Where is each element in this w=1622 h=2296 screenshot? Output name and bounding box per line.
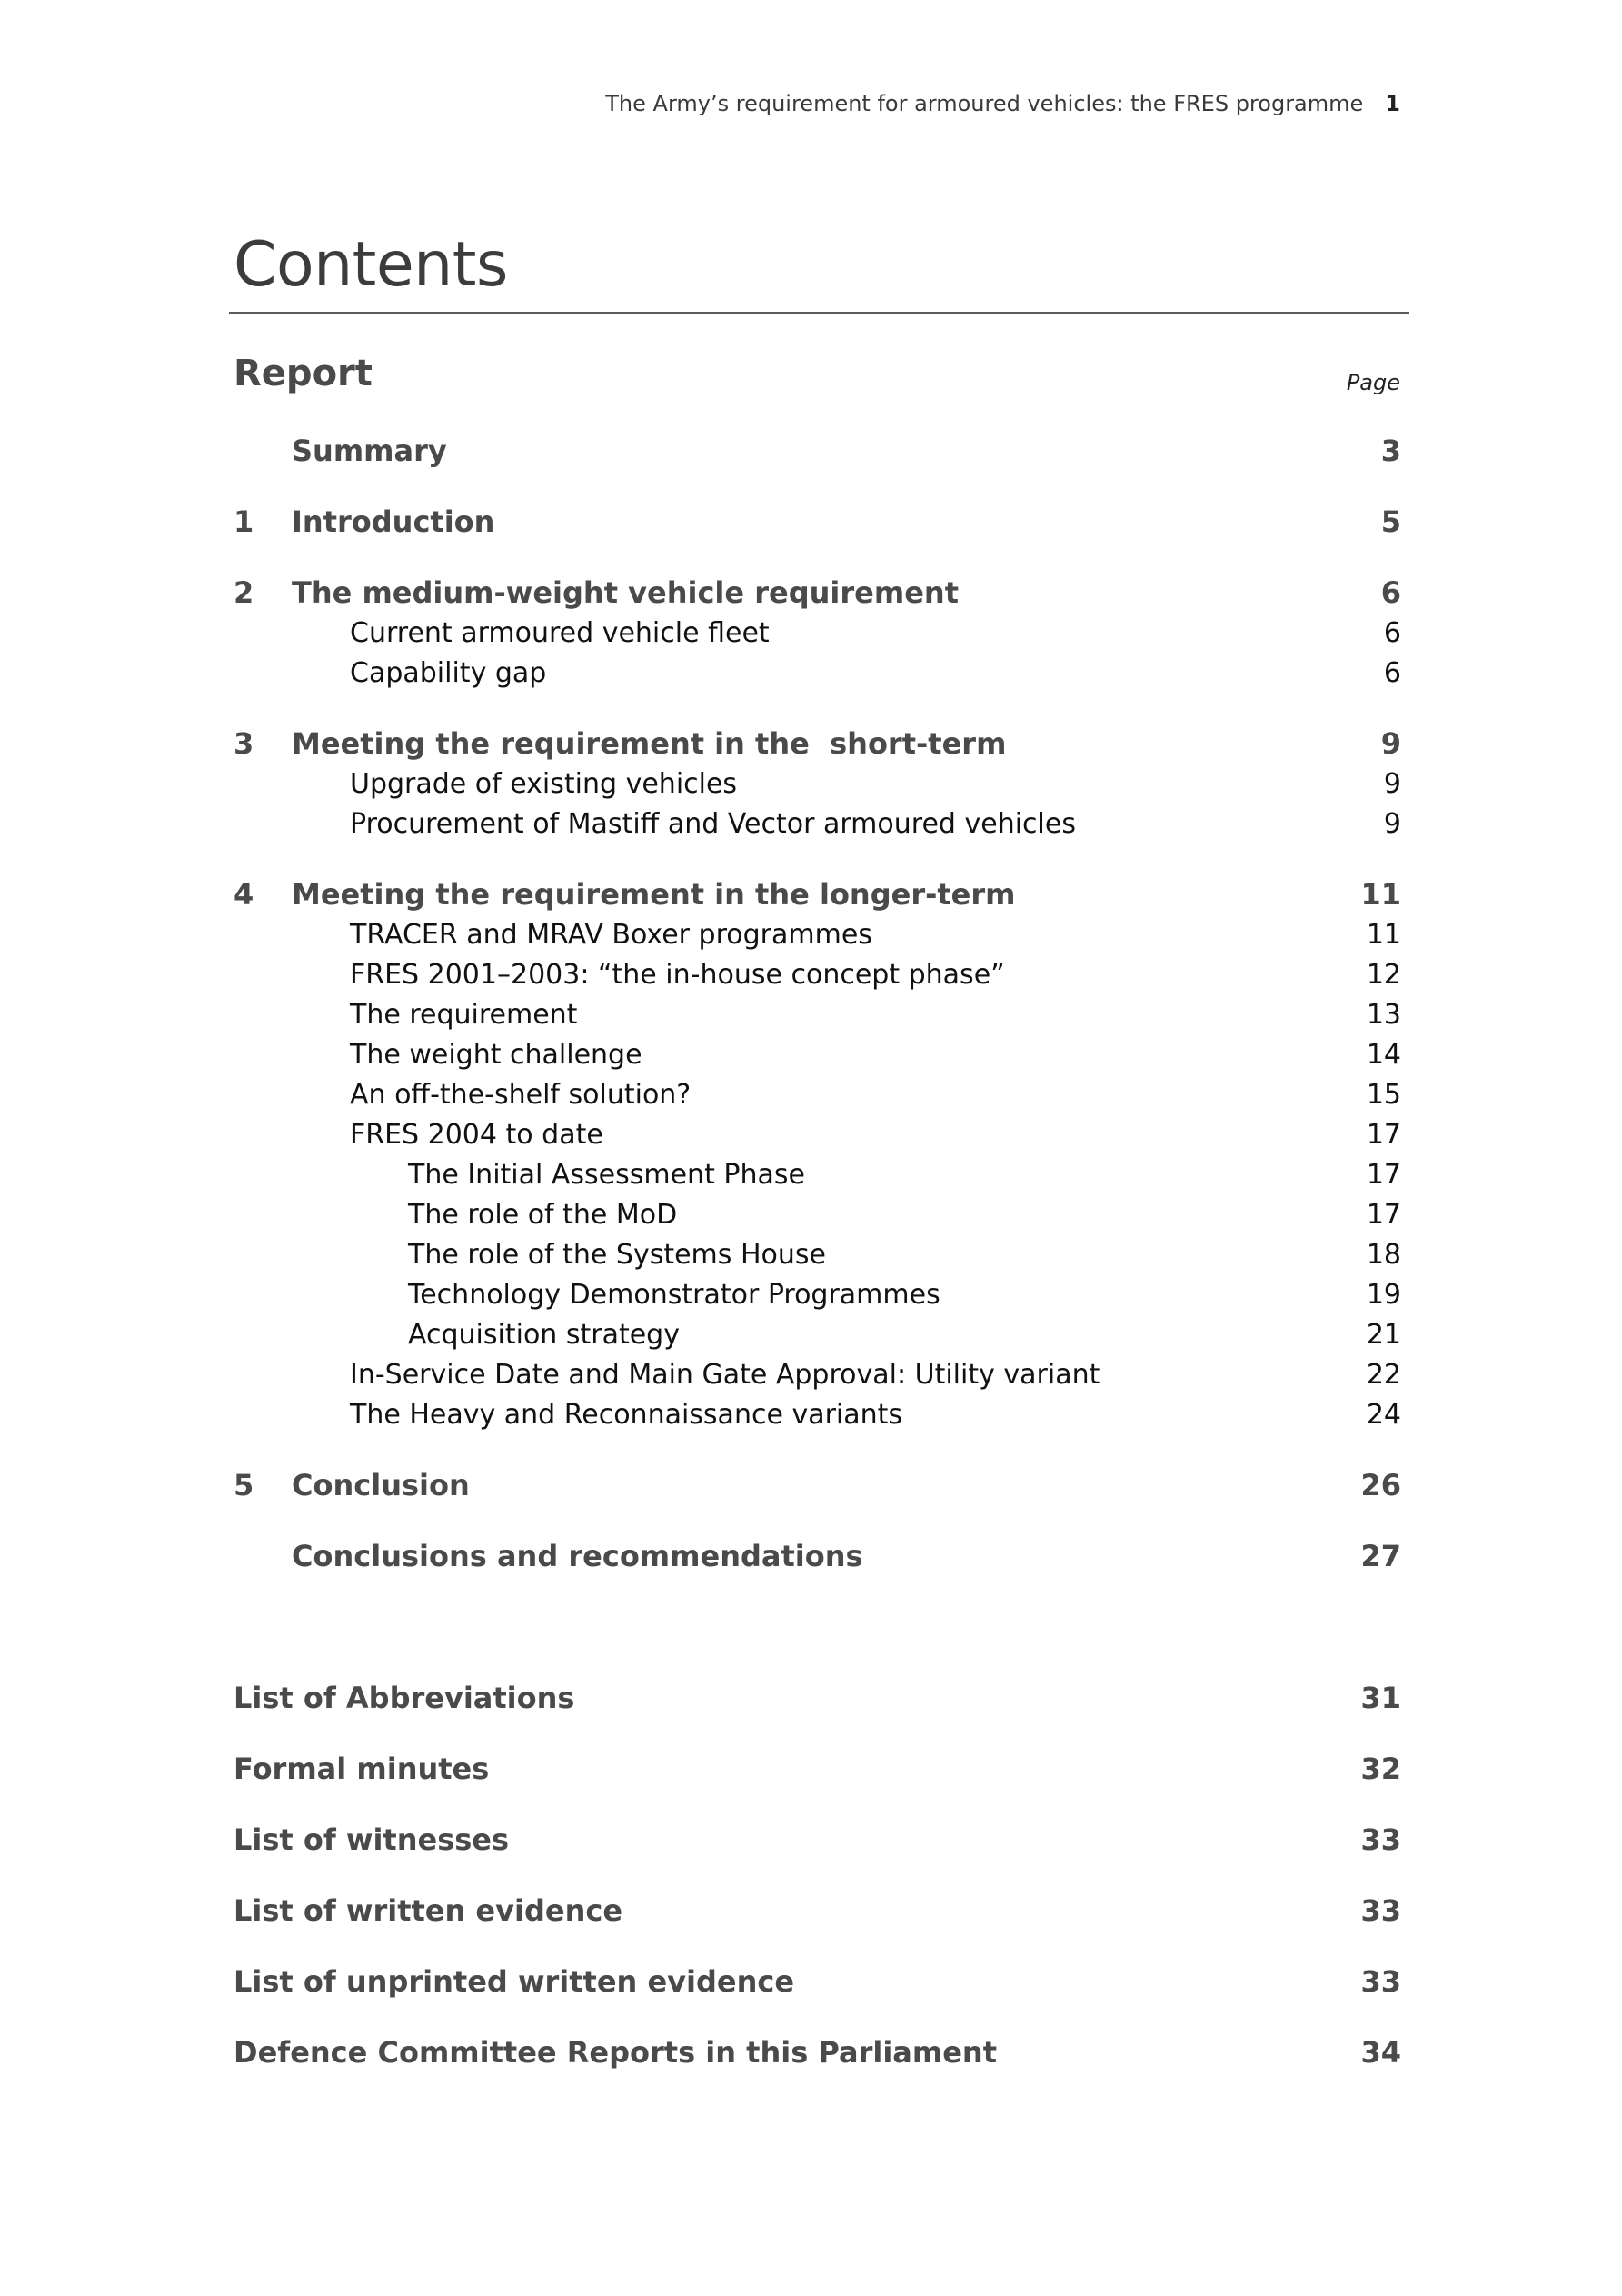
toc-entry-title: The role of the MoD: [408, 1199, 678, 1231]
toc-entry[interactable]: [234, 877, 1401, 917]
toc-subentry[interactable]: [234, 1399, 1401, 1439]
toc-subentry[interactable]: [234, 1359, 1401, 1399]
toc-entry-title: The Heavy and Reconnaissance variants: [350, 1399, 903, 1431]
toc-entry-page: 27: [1360, 1539, 1401, 1573]
toc-entry-number: 1: [234, 504, 254, 539]
toc-entry[interactable]: [234, 726, 1401, 766]
toc-subentry[interactable]: [234, 617, 1401, 657]
toc-subentry[interactable]: [234, 919, 1401, 959]
running-head: [605, 91, 1400, 116]
toc-entry-page: 19: [1366, 1279, 1401, 1311]
toc-entry-page: 6: [1383, 617, 1401, 649]
toc-entry-title: Meeting the requirement in the short-term: [292, 726, 1007, 761]
toc-entry-title: List of unprinted written evidence: [234, 1964, 795, 1999]
toc-entry-title: List of Abbreviations: [234, 1681, 575, 1715]
report-heading: Report: [234, 353, 373, 394]
toc-subentry[interactable]: [234, 1079, 1401, 1119]
toc-entry-title: Conclusions and recommendations: [292, 1539, 863, 1573]
toc-entry-title: Technology Demonstrator Programmes: [408, 1279, 940, 1311]
toc-entry[interactable]: [234, 434, 1401, 474]
toc-entry[interactable]: [234, 1468, 1401, 1508]
toc-entry-page: 9: [1383, 768, 1401, 800]
toc-subentry[interactable]: [234, 1119, 1401, 1159]
toc-entry[interactable]: [234, 1822, 1401, 1862]
toc-entry[interactable]: [234, 504, 1401, 544]
toc-entry-page: 21: [1366, 1319, 1401, 1351]
toc-subentry[interactable]: [234, 768, 1401, 808]
toc-entry[interactable]: [234, 1681, 1401, 1721]
toc-entry[interactable]: [234, 2035, 1401, 2075]
toc-entry[interactable]: [234, 1752, 1401, 1792]
toc-entry-page: 14: [1366, 1039, 1401, 1071]
toc-entry-title: FRES 2001–2003: “the in-house concept phase”: [350, 959, 1005, 991]
toc-entry-number: 4: [234, 877, 254, 912]
toc-entry-title: Upgrade of existing vehicles: [350, 768, 738, 800]
toc-entry-page: 9: [1383, 808, 1401, 840]
toc-entry[interactable]: [234, 1964, 1401, 2004]
toc-entry-page: 24: [1366, 1399, 1401, 1431]
toc-entry[interactable]: [234, 1893, 1401, 1933]
toc-entry-page: 17: [1366, 1159, 1401, 1191]
title-rule: [229, 312, 1409, 314]
toc-entry-page: 17: [1366, 1199, 1401, 1231]
toc-subentry[interactable]: [234, 959, 1401, 999]
toc-entry-title: The role of the Systems House: [408, 1239, 826, 1271]
toc-subsubentry[interactable]: [234, 1279, 1401, 1319]
running-head-page-number: 1: [1385, 91, 1400, 116]
toc-entry-page: 6: [1380, 575, 1401, 610]
page-title: Contents: [234, 229, 508, 301]
toc-subentry[interactable]: [234, 999, 1401, 1039]
toc-entry-title: List of witnesses: [234, 1822, 510, 1857]
toc-entry-page: 32: [1360, 1752, 1401, 1786]
toc-entry-page: 33: [1360, 1964, 1401, 1999]
toc-entry-page: 34: [1360, 2035, 1401, 2070]
running-head-title: The Army’s requirement for armoured vehicles: the FRES programme: [605, 91, 1364, 116]
toc-entry-page: 17: [1366, 1119, 1401, 1151]
toc-entry-page: 26: [1360, 1468, 1401, 1502]
toc-entry-page: 6: [1383, 657, 1401, 689]
toc-entry-title: The Initial Assessment Phase: [408, 1159, 805, 1191]
toc-entry-title: The requirement: [350, 999, 578, 1031]
toc-entry-title: Current armoured vehicle fleet: [350, 617, 770, 649]
toc-entry[interactable]: [234, 575, 1401, 615]
toc-entry-title: Procurement of Mastiff and Vector armoured vehicles: [350, 808, 1076, 840]
toc-entry-page: 12: [1366, 959, 1401, 991]
toc-entry-title: Capability gap: [350, 657, 547, 689]
toc-entry-title: Formal minutes: [234, 1752, 490, 1786]
toc-subsubentry[interactable]: [234, 1199, 1401, 1239]
toc-entry-number: 2: [234, 575, 254, 610]
toc-entry-page: 18: [1366, 1239, 1401, 1271]
toc-entry-page: 13: [1366, 999, 1401, 1031]
toc-entry-title: An off-the-shelf solution?: [350, 1079, 692, 1111]
toc-entry-title: TRACER and MRAV Boxer programmes: [350, 919, 872, 951]
toc-entry-page: 11: [1360, 877, 1401, 912]
toc-entry-title: Conclusion: [292, 1468, 470, 1502]
toc-subsubentry[interactable]: [234, 1319, 1401, 1359]
toc-entry-page: 9: [1380, 726, 1401, 761]
toc-entry-number: 3: [234, 726, 254, 761]
toc-entry-page: 15: [1366, 1079, 1401, 1111]
toc-entry-title: Introduction: [292, 504, 495, 539]
toc-entry-page: 22: [1366, 1359, 1401, 1391]
toc-entry-title: Defence Committee Reports in this Parliament: [234, 2035, 997, 2070]
toc-entry-page: 3: [1380, 434, 1401, 468]
toc-subentry[interactable]: [234, 1039, 1401, 1079]
toc-entry-number: 5: [234, 1468, 254, 1502]
toc-entry-page: 33: [1360, 1822, 1401, 1857]
toc-entry-title: Meeting the requirement in the longer-term: [292, 877, 1016, 912]
toc-entry-title: The medium-weight vehicle requirement: [292, 575, 959, 610]
page-column-label: Page: [1346, 370, 1400, 395]
toc-entry-title: In-Service Date and Main Gate Approval: Utility variant: [350, 1359, 1100, 1391]
toc-entry[interactable]: [234, 1539, 1401, 1579]
toc-subsubentry[interactable]: [234, 1159, 1401, 1199]
toc-entry-title: FRES 2004 to date: [350, 1119, 603, 1151]
toc-entry-page: 5: [1380, 504, 1401, 539]
toc-entry-page: 33: [1360, 1893, 1401, 1928]
toc-subentry[interactable]: [234, 657, 1401, 697]
toc-entry-page: 11: [1366, 919, 1401, 951]
toc-entry-title: List of written evidence: [234, 1893, 623, 1928]
toc-entry-title: Summary: [292, 434, 447, 468]
toc-subentry[interactable]: [234, 808, 1401, 848]
toc-entry-title: Acquisition strategy: [408, 1319, 680, 1351]
toc-subsubentry[interactable]: [234, 1239, 1401, 1279]
toc-entry-title: The weight challenge: [350, 1039, 642, 1071]
toc-entry-page: 31: [1360, 1681, 1401, 1715]
